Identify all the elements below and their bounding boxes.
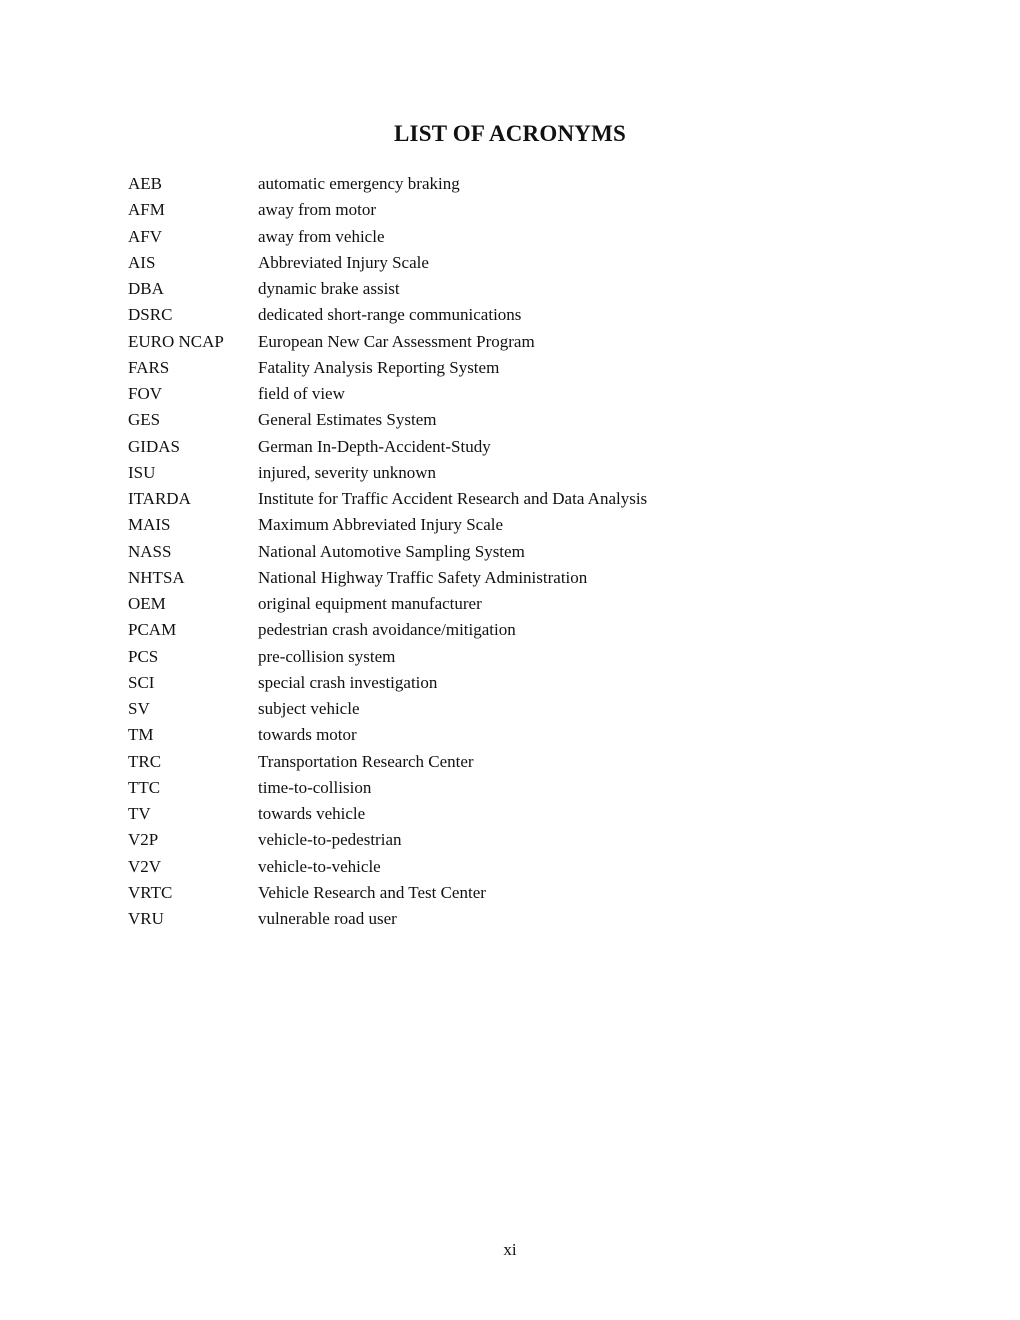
acronym-row	[128, 250, 848, 276]
acronym-definition: pedestrian crash avoidance/mitigation	[258, 620, 516, 640]
acronym-definition: vulnerable road user	[258, 909, 397, 928]
acronym-term: TRC	[128, 751, 162, 771]
acronym-definition: vehicle-to-pedestrian	[258, 830, 402, 850]
acronym-term: AFM	[128, 200, 165, 220]
acronym-definition: General Estimates System	[258, 410, 437, 430]
acronym-term: OEM	[128, 594, 166, 613]
acronym-term: ITARDA	[128, 489, 191, 508]
acronym-definition: German In-Depth-Accident-Study	[258, 436, 491, 456]
acronym-definition: subject vehicle	[258, 699, 360, 718]
acronym-row	[128, 302, 848, 328]
acronym-definition: dedicated short-range communications	[258, 305, 522, 325]
acronym-row	[128, 407, 848, 433]
acronym-definition: special crash investigation	[258, 672, 438, 692]
acronym-row	[128, 801, 848, 827]
acronym-term: MAIS	[128, 515, 171, 535]
acronym-row	[128, 224, 848, 250]
acronym-row	[128, 644, 848, 670]
acronym-list	[128, 171, 848, 932]
acronym-definition: away from motor	[258, 200, 377, 220]
acronym-row	[128, 329, 848, 355]
acronym-row	[128, 355, 848, 381]
acronym-row	[128, 722, 848, 748]
acronym-term: VRU	[128, 909, 164, 928]
acronym-definition: Vehicle Research and Test Center	[258, 882, 486, 902]
acronym-row	[128, 591, 848, 617]
acronym-definition: Institute for Traffic Accident Research and Data Analysis	[258, 489, 648, 508]
acronym-row	[128, 854, 848, 880]
acronym-term: EURO NCAP	[128, 331, 224, 351]
acronym-definition: original equipment manufacturer	[258, 594, 482, 613]
acronym-term: DSRC	[128, 305, 173, 325]
acronym-row	[128, 775, 848, 801]
acronym-term: GES	[128, 410, 161, 430]
acronym-term: GIDAS	[128, 436, 180, 456]
page-title: LIST OF ACRONYMS	[394, 121, 626, 146]
acronym-definition: Abbreviated Injury Scale	[258, 252, 429, 272]
acronym-row	[128, 197, 848, 223]
acronym-row	[128, 565, 848, 591]
acronym-term: PCS	[128, 646, 159, 666]
acronym-term: NASS	[128, 541, 172, 561]
acronym-definition: pre-collision system	[258, 646, 396, 666]
acronym-term: TM	[128, 725, 154, 745]
acronym-definition: European New Car Assessment Program	[258, 331, 535, 351]
acronym-term: AFV	[128, 226, 163, 246]
acronym-term: AIS	[128, 252, 156, 272]
acronym-row	[128, 381, 848, 407]
acronym-term: V2P	[128, 830, 159, 850]
acronym-definition: towards vehicle	[258, 804, 366, 823]
acronym-term: NHTSA	[128, 567, 185, 587]
acronym-term: TTC	[128, 777, 161, 797]
acronym-term: FARS	[128, 357, 170, 377]
acronym-row	[128, 670, 848, 696]
acronym-term: SV	[128, 699, 150, 718]
acronym-term: V2V	[128, 856, 162, 876]
acronym-row	[128, 171, 848, 197]
acronym-definition: dynamic brake assist	[258, 279, 400, 298]
acronym-row	[128, 539, 848, 565]
acronym-definition: Maximum Abbreviated Injury Scale	[258, 515, 504, 535]
acronym-definition: towards motor	[258, 725, 357, 745]
acronym-definition: field of view	[258, 384, 345, 403]
acronym-term: AEB	[128, 174, 162, 193]
acronym-term: SCI	[128, 672, 155, 692]
page-number: xi	[503, 1240, 517, 1259]
acronym-definition: vehicle-to-vehicle	[258, 856, 381, 876]
acronym-definition: automatic emergency braking	[258, 174, 460, 193]
acronym-definition: National Automotive Sampling System	[258, 541, 525, 561]
acronym-definition: Transportation Research Center	[258, 751, 474, 771]
acronym-term: VRTC	[128, 882, 173, 902]
acronym-term: FOV	[128, 384, 163, 403]
acronym-row	[128, 434, 848, 460]
acronym-definition: National Highway Traffic Safety Administration	[258, 567, 588, 587]
acronym-definition: time-to-collision	[258, 777, 372, 797]
acronym-definition: Fatality Analysis Reporting System	[258, 357, 500, 377]
acronym-term: DBA	[128, 279, 164, 298]
acronym-row	[128, 880, 848, 906]
acronym-row	[128, 276, 848, 302]
acronym-row	[128, 749, 848, 775]
acronym-row	[128, 696, 848, 722]
acronym-definition: injured, severity unknown	[258, 462, 436, 482]
acronym-row	[128, 486, 848, 512]
acronym-row	[128, 460, 848, 486]
acronym-definition: away from vehicle	[258, 226, 385, 246]
acronym-term: TV	[128, 804, 151, 823]
acronym-row	[128, 512, 848, 538]
acronym-row	[128, 827, 848, 853]
acronym-row	[128, 617, 848, 643]
acronym-term: PCAM	[128, 620, 177, 640]
acronym-row	[128, 906, 848, 932]
acronym-term: ISU	[128, 462, 156, 482]
